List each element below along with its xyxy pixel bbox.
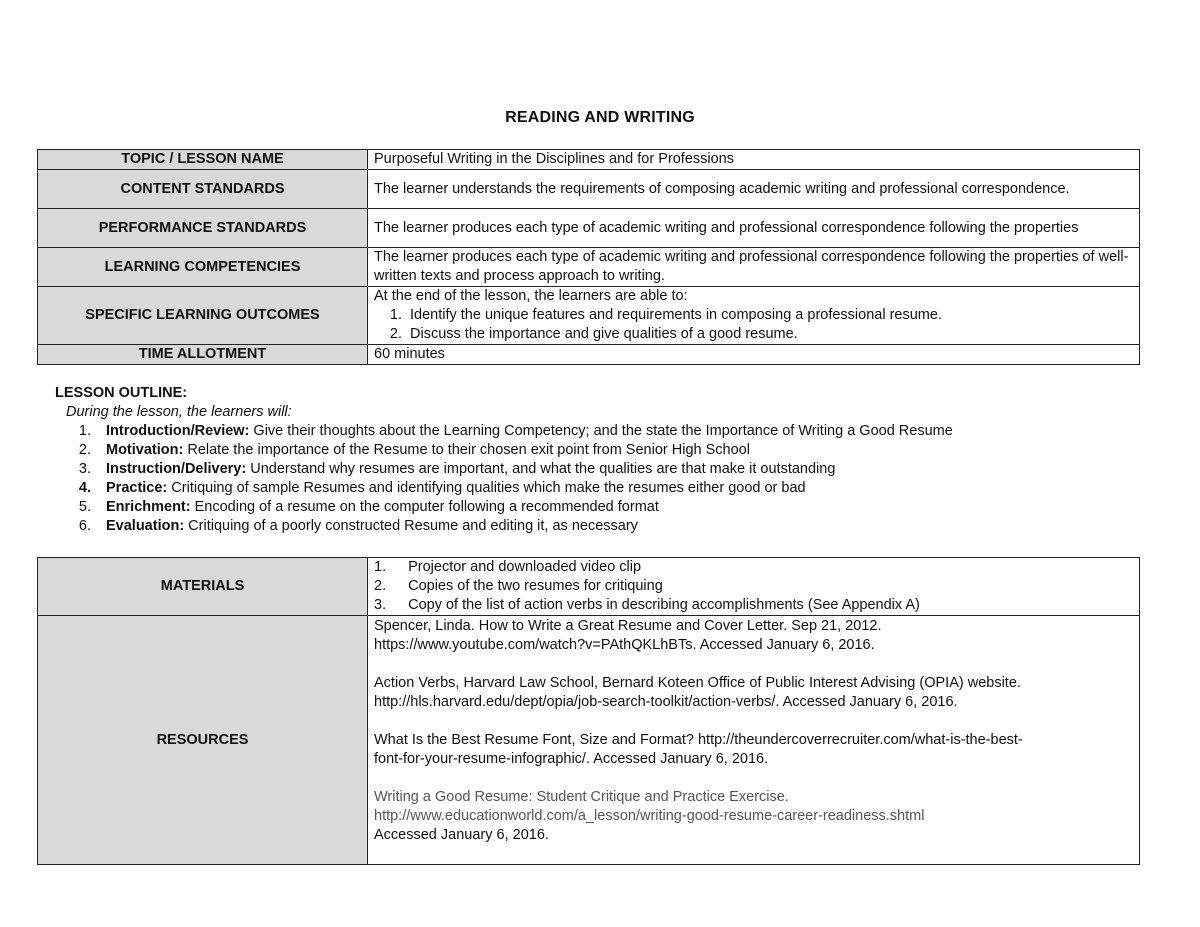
- time-allotment-label: TIME ALLOTMENT: [38, 345, 368, 365]
- performance-standards-label: PERFORMANCE STANDARDS: [38, 209, 368, 248]
- list-label: Instruction/Delivery:: [106, 461, 247, 477]
- list-item: [77, 498, 1155, 517]
- table-row: [38, 558, 1140, 616]
- list-text: Critiquing of a poorly constructed Resume and editing it, as necessary: [184, 518, 638, 534]
- list-number: 4.: [78, 480, 91, 496]
- list-item: [374, 558, 1133, 577]
- materials-value: [368, 558, 1140, 616]
- table-row: [38, 170, 1140, 209]
- lesson-outline-intro: During the lesson, the learners will:: [66, 404, 292, 420]
- time-allotment-value: 60 minutes: [368, 345, 1140, 365]
- resource-line: Action Verbs, Harvard Law School, Bernard Koteen Office of Public Interest Advising (OPIA) website.: [374, 675, 1021, 691]
- list-label: Motivation:: [106, 442, 184, 458]
- resource-entry: [374, 731, 1133, 769]
- outcomes-intro: At the end of the lesson, the learners are able to:: [374, 288, 688, 304]
- list-item: [77, 422, 1155, 441]
- resource-entry: [374, 788, 1133, 845]
- list-number: 1.: [389, 307, 402, 323]
- lesson-outline-heading: LESSON OUTLINE:: [55, 385, 188, 401]
- list-text: Encoding of a resume on the computer following a recommended format: [190, 499, 659, 515]
- list-number: 2.: [374, 578, 387, 594]
- topic-value: Purposeful Writing in the Disciplines and for Professions: [368, 150, 1140, 170]
- resource-line: font-for-your-resume-infographic/. Accessed January 6, 2016.: [374, 751, 769, 767]
- content-standards-value: The learner understands the requirements of composing academic writing and professional correspondence.: [368, 170, 1140, 209]
- lesson-outline-list: [77, 422, 1155, 536]
- resource-line: http://www.educationworld.com/a_lesson/writing-good-resume-career-readiness.shtml: [374, 808, 925, 824]
- learning-competencies-label: LEARNING COMPETENCIES: [38, 248, 368, 287]
- list-text: Critiquing of sample Resumes and identifying qualities which make the resumes either good or bad: [167, 480, 806, 496]
- list-text: Copies of the two resumes for critiquing: [408, 578, 663, 594]
- list-number: 6.: [78, 518, 91, 534]
- table-row: [38, 209, 1140, 248]
- resources-label: RESOURCES: [38, 616, 368, 865]
- document-title: READING AND WRITING: [505, 109, 695, 126]
- list-number: 1.: [374, 559, 387, 575]
- list-text: Give their thoughts about the Learning Competency; and the state the Importance of Writing a Good Resume: [249, 423, 953, 439]
- table-row: [38, 616, 1140, 865]
- resource-line: https://www.youtube.com/watch?v=PAthQKLhBTs. Accessed January 6, 2016.: [374, 637, 875, 653]
- resources-value: [368, 616, 1140, 865]
- table-row: [38, 248, 1140, 287]
- list-item: [374, 577, 1133, 596]
- materials-resources-table: [37, 557, 1140, 865]
- list-number: 5.: [78, 499, 91, 515]
- list-item: [374, 596, 1133, 615]
- learning-outcomes-value: [368, 287, 1140, 345]
- list-text: Identify the unique features and requirements in composing a professional resume.: [410, 307, 942, 323]
- performance-standards-value: The learner produces each type of academic writing and professional correspondence following the properties: [368, 209, 1140, 248]
- list-label: Enrichment:: [106, 499, 191, 515]
- learning-outcomes-label: SPECIFIC LEARNING OUTCOMES: [38, 287, 368, 345]
- resource-entry: [374, 674, 1133, 712]
- list-item: [77, 517, 1155, 536]
- resource-entry: [374, 617, 1133, 655]
- resource-line: Writing a Good Resume: Student Critique and Practice Exercise.: [374, 789, 789, 805]
- list-item: [382, 306, 1133, 325]
- list-label: Introduction/Review:: [106, 423, 250, 439]
- list-number: 3.: [374, 597, 387, 613]
- list-label: Evaluation:: [106, 518, 185, 534]
- resource-line: What Is the Best Resume Font, Size and Format? http://theundercoverrecruiter.com/what-is-the-best-: [374, 732, 1023, 748]
- materials-list: [374, 558, 1133, 615]
- list-text: Copy of the list of action verbs in describing accomplishments (See Appendix A): [408, 597, 920, 613]
- list-item: [77, 460, 1155, 479]
- learning-competencies-value: The learner produces each type of academic writing and professional correspondence following the properties of well-written texts and process approach to writing.: [368, 248, 1140, 287]
- table-row: [38, 287, 1140, 345]
- list-label: Practice:: [106, 480, 168, 496]
- materials-label: MATERIALS: [38, 558, 368, 616]
- topic-label: TOPIC / LESSON NAME: [38, 150, 368, 170]
- list-number: 3.: [78, 461, 91, 477]
- list-text: Understand why resumes are important, and what the qualities are that make it outstanding: [246, 461, 836, 477]
- list-text: Relate the importance of the Resume to their chosen exit point from Senior High School: [183, 442, 750, 458]
- resource-line: Spencer, Linda. How to Write a Great Resume and Cover Letter. Sep 21, 2012.: [374, 618, 882, 634]
- content-standards-label: CONTENT STANDARDS: [38, 170, 368, 209]
- table-row: [38, 345, 1140, 365]
- list-text: Projector and downloaded video clip: [408, 559, 642, 575]
- resource-line: Accessed January 6, 2016.: [374, 827, 549, 843]
- lesson-outline: [55, 384, 1155, 536]
- list-item: [382, 325, 1133, 344]
- lesson-info-table: [37, 149, 1140, 365]
- outcomes-list: [374, 306, 1133, 344]
- list-text: Discuss the importance and give qualities of a good resume.: [410, 326, 798, 342]
- list-item: [77, 479, 1155, 498]
- list-number: 2.: [78, 442, 91, 458]
- table-row: [38, 150, 1140, 170]
- list-number: 1.: [78, 423, 91, 439]
- list-item: [77, 441, 1155, 460]
- resource-line: http://hls.harvard.edu/dept/opia/job-search-toolkit/action-verbs/. Accessed January 6, 2016.: [374, 694, 958, 710]
- list-number: 2.: [389, 326, 402, 342]
